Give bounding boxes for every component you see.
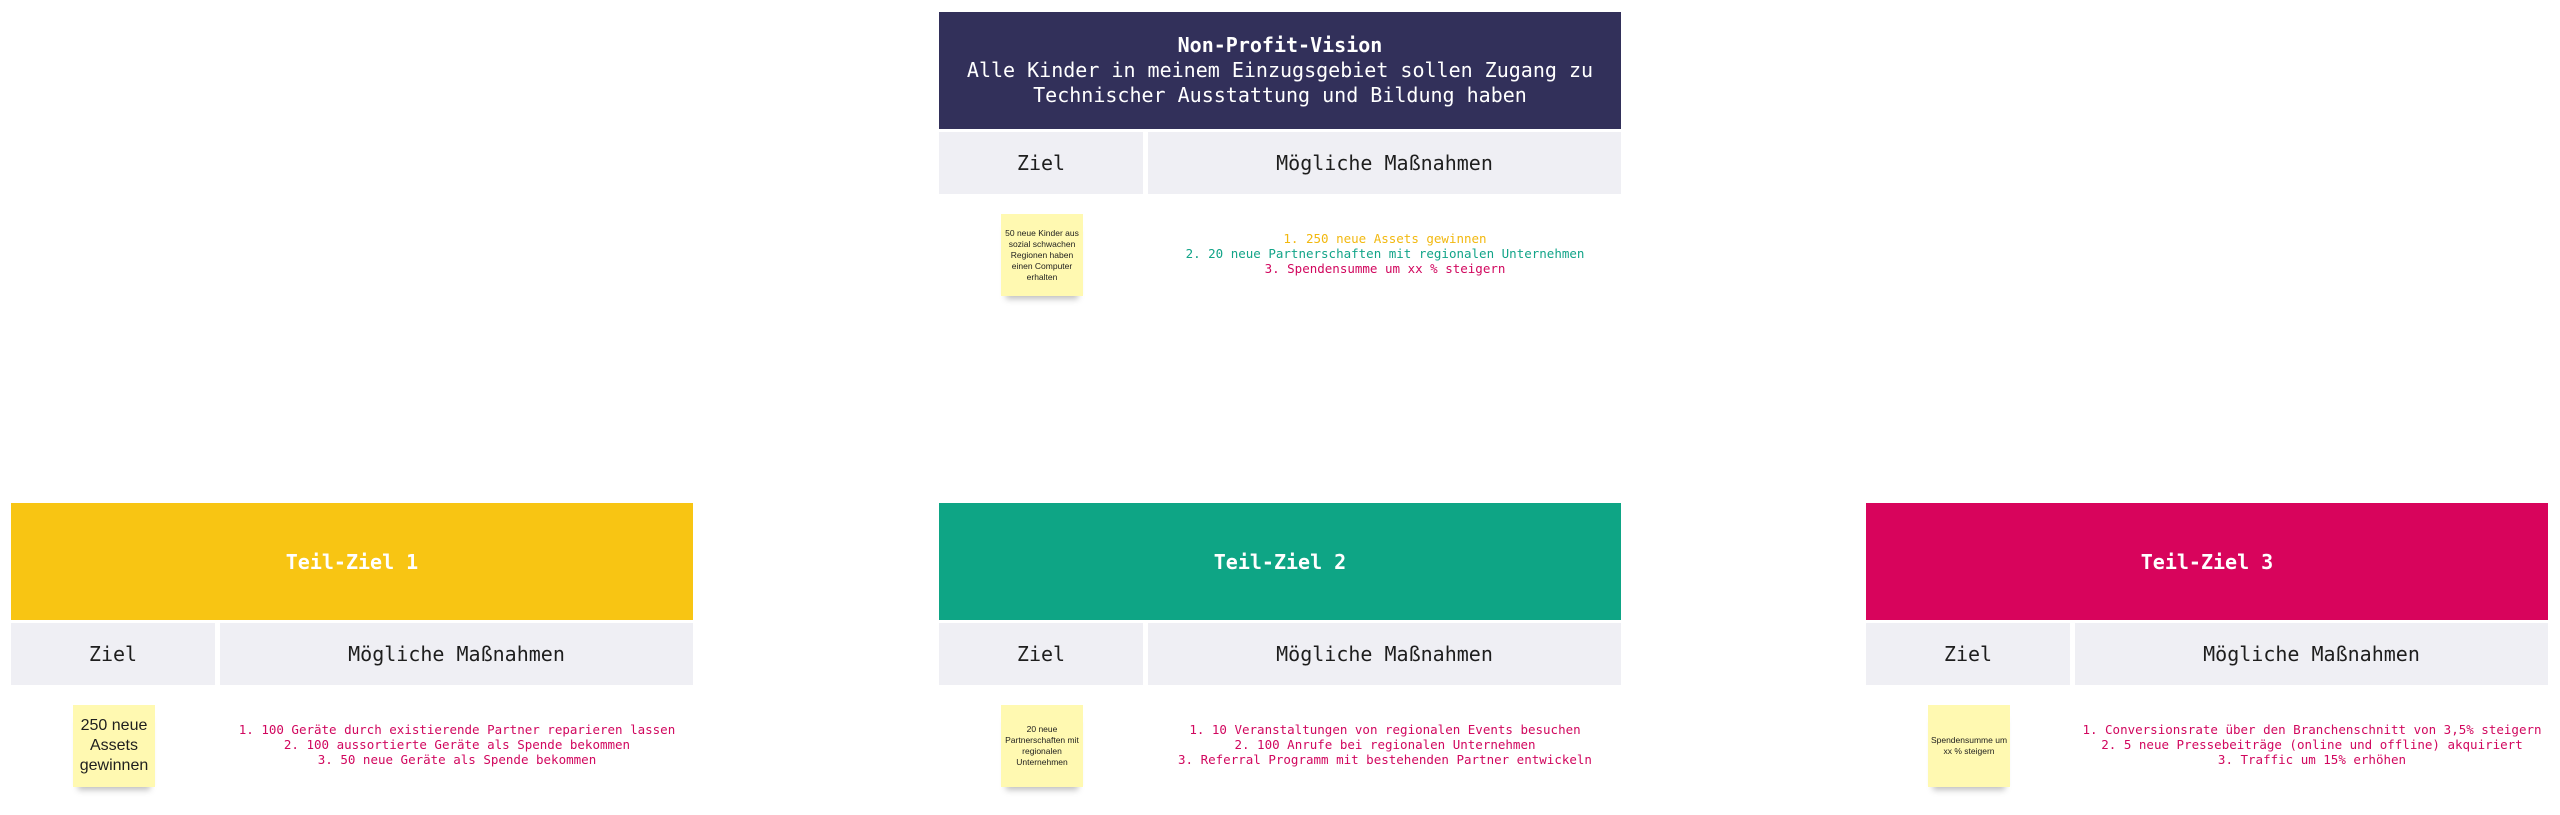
column-header-ziel: Ziel: [11, 623, 215, 685]
teilziel-body: [939, 685, 1621, 795]
teilziel-measures-list: [1149, 722, 1621, 767]
teilziel-header: [939, 503, 1621, 620]
vision-column-headers: [939, 132, 1621, 194]
teilziel-column-headers: [939, 623, 1621, 685]
vision-sticky-note[interactable]: [1001, 214, 1083, 296]
sticky-note-text: 20 neue Partnerschaften mit regionalen Unternehmen: [1005, 724, 1079, 767]
teilziel-column-headers: [11, 623, 693, 685]
measure-item: 2. 5 neue Pressebeiträge (online und offline) akquiriert: [2101, 737, 2523, 752]
teilziel-body: [1866, 685, 2548, 795]
vision-body: [939, 194, 1621, 304]
measure-item: 2. 20 neue Partnerschaften mit regionalen Unternehmen: [1185, 246, 1585, 261]
measure-item: 1. 10 Veranstaltungen von regionalen Events besuchen: [1189, 722, 1581, 737]
column-header-massnahmen: Mögliche Maßnahmen: [1148, 623, 1621, 685]
measure-item: 1. 250 neue Assets gewinnen: [1283, 231, 1487, 246]
teilziel-measures-list: [2076, 722, 2548, 767]
column-header-massnahmen: Mögliche Maßnahmen: [220, 623, 693, 685]
teilziel-header: [11, 503, 693, 620]
teilziel-sticky-note[interactable]: [1928, 705, 2010, 787]
teilziel-card-1[interactable]: [11, 503, 693, 795]
vision-header: [939, 12, 1621, 129]
measure-item: 3. Traffic um 15% erhöhen: [2217, 752, 2407, 767]
column-header-ziel: Ziel: [1866, 623, 2070, 685]
column-header-massnahmen: Mögliche Maßnahmen: [2075, 623, 2548, 685]
column-header-massnahmen: Mögliche Maßnahmen: [1148, 132, 1621, 194]
measure-item: 3. Spendensumme um xx % steigern: [1264, 261, 1506, 276]
measure-item: 1. 100 Geräte durch existierende Partner reparieren lassen: [238, 722, 676, 737]
teilziel-title: Teil-Ziel 1: [285, 549, 419, 574]
measure-item: 3. Referral Programm mit bestehenden Partner entwickeln: [1178, 752, 1592, 767]
teilziel-title: Teil-Ziel 3: [2140, 549, 2274, 574]
teilziel-sticky-note[interactable]: [73, 705, 155, 787]
measure-item: 2. 100 aussortierte Geräte als Spende bekommen: [283, 737, 631, 752]
sticky-note-text: 50 neue Kinder aus sozial schwachen Regionen haben einen Computer erhalten: [1005, 227, 1079, 282]
vision-measures-list: [1149, 231, 1621, 276]
teilziel-measures-list: [221, 722, 693, 767]
teilziel-body: [11, 685, 693, 795]
teilziel-title: Teil-Ziel 2: [1213, 549, 1347, 574]
column-header-ziel: Ziel: [939, 132, 1143, 194]
vision-title: Non-Profit-Vision: [1177, 33, 1383, 57]
measure-item: 3. 50 neue Geräte als Spende bekommen: [317, 752, 597, 767]
teilziel-column-headers: [1866, 623, 2548, 685]
teilziel-card-2[interactable]: [939, 503, 1621, 795]
teilziel-sticky-note[interactable]: [1001, 705, 1083, 787]
column-header-ziel: Ziel: [939, 623, 1143, 685]
sticky-note-text: Spendensumme um xx % steigern: [1930, 735, 2008, 756]
teilziel-card-3[interactable]: [1866, 503, 2548, 795]
vision-text: Alle Kinder in meinem Einzugsgebiet sollen Zugang zu Technischer Ausstattung und Bildung haben: [966, 58, 1594, 107]
measure-item: 1. Conversionsrate über den Branchenschnitt von 3,5% steigern: [2082, 722, 2542, 737]
measure-item: 2. 100 Anrufe bei regionalen Unternehmen: [1234, 737, 1536, 752]
teilziel-header: [1866, 503, 2548, 620]
vision-card[interactable]: [939, 12, 1621, 304]
sticky-note-text: 250 neue Assets gewinnen: [79, 717, 149, 774]
